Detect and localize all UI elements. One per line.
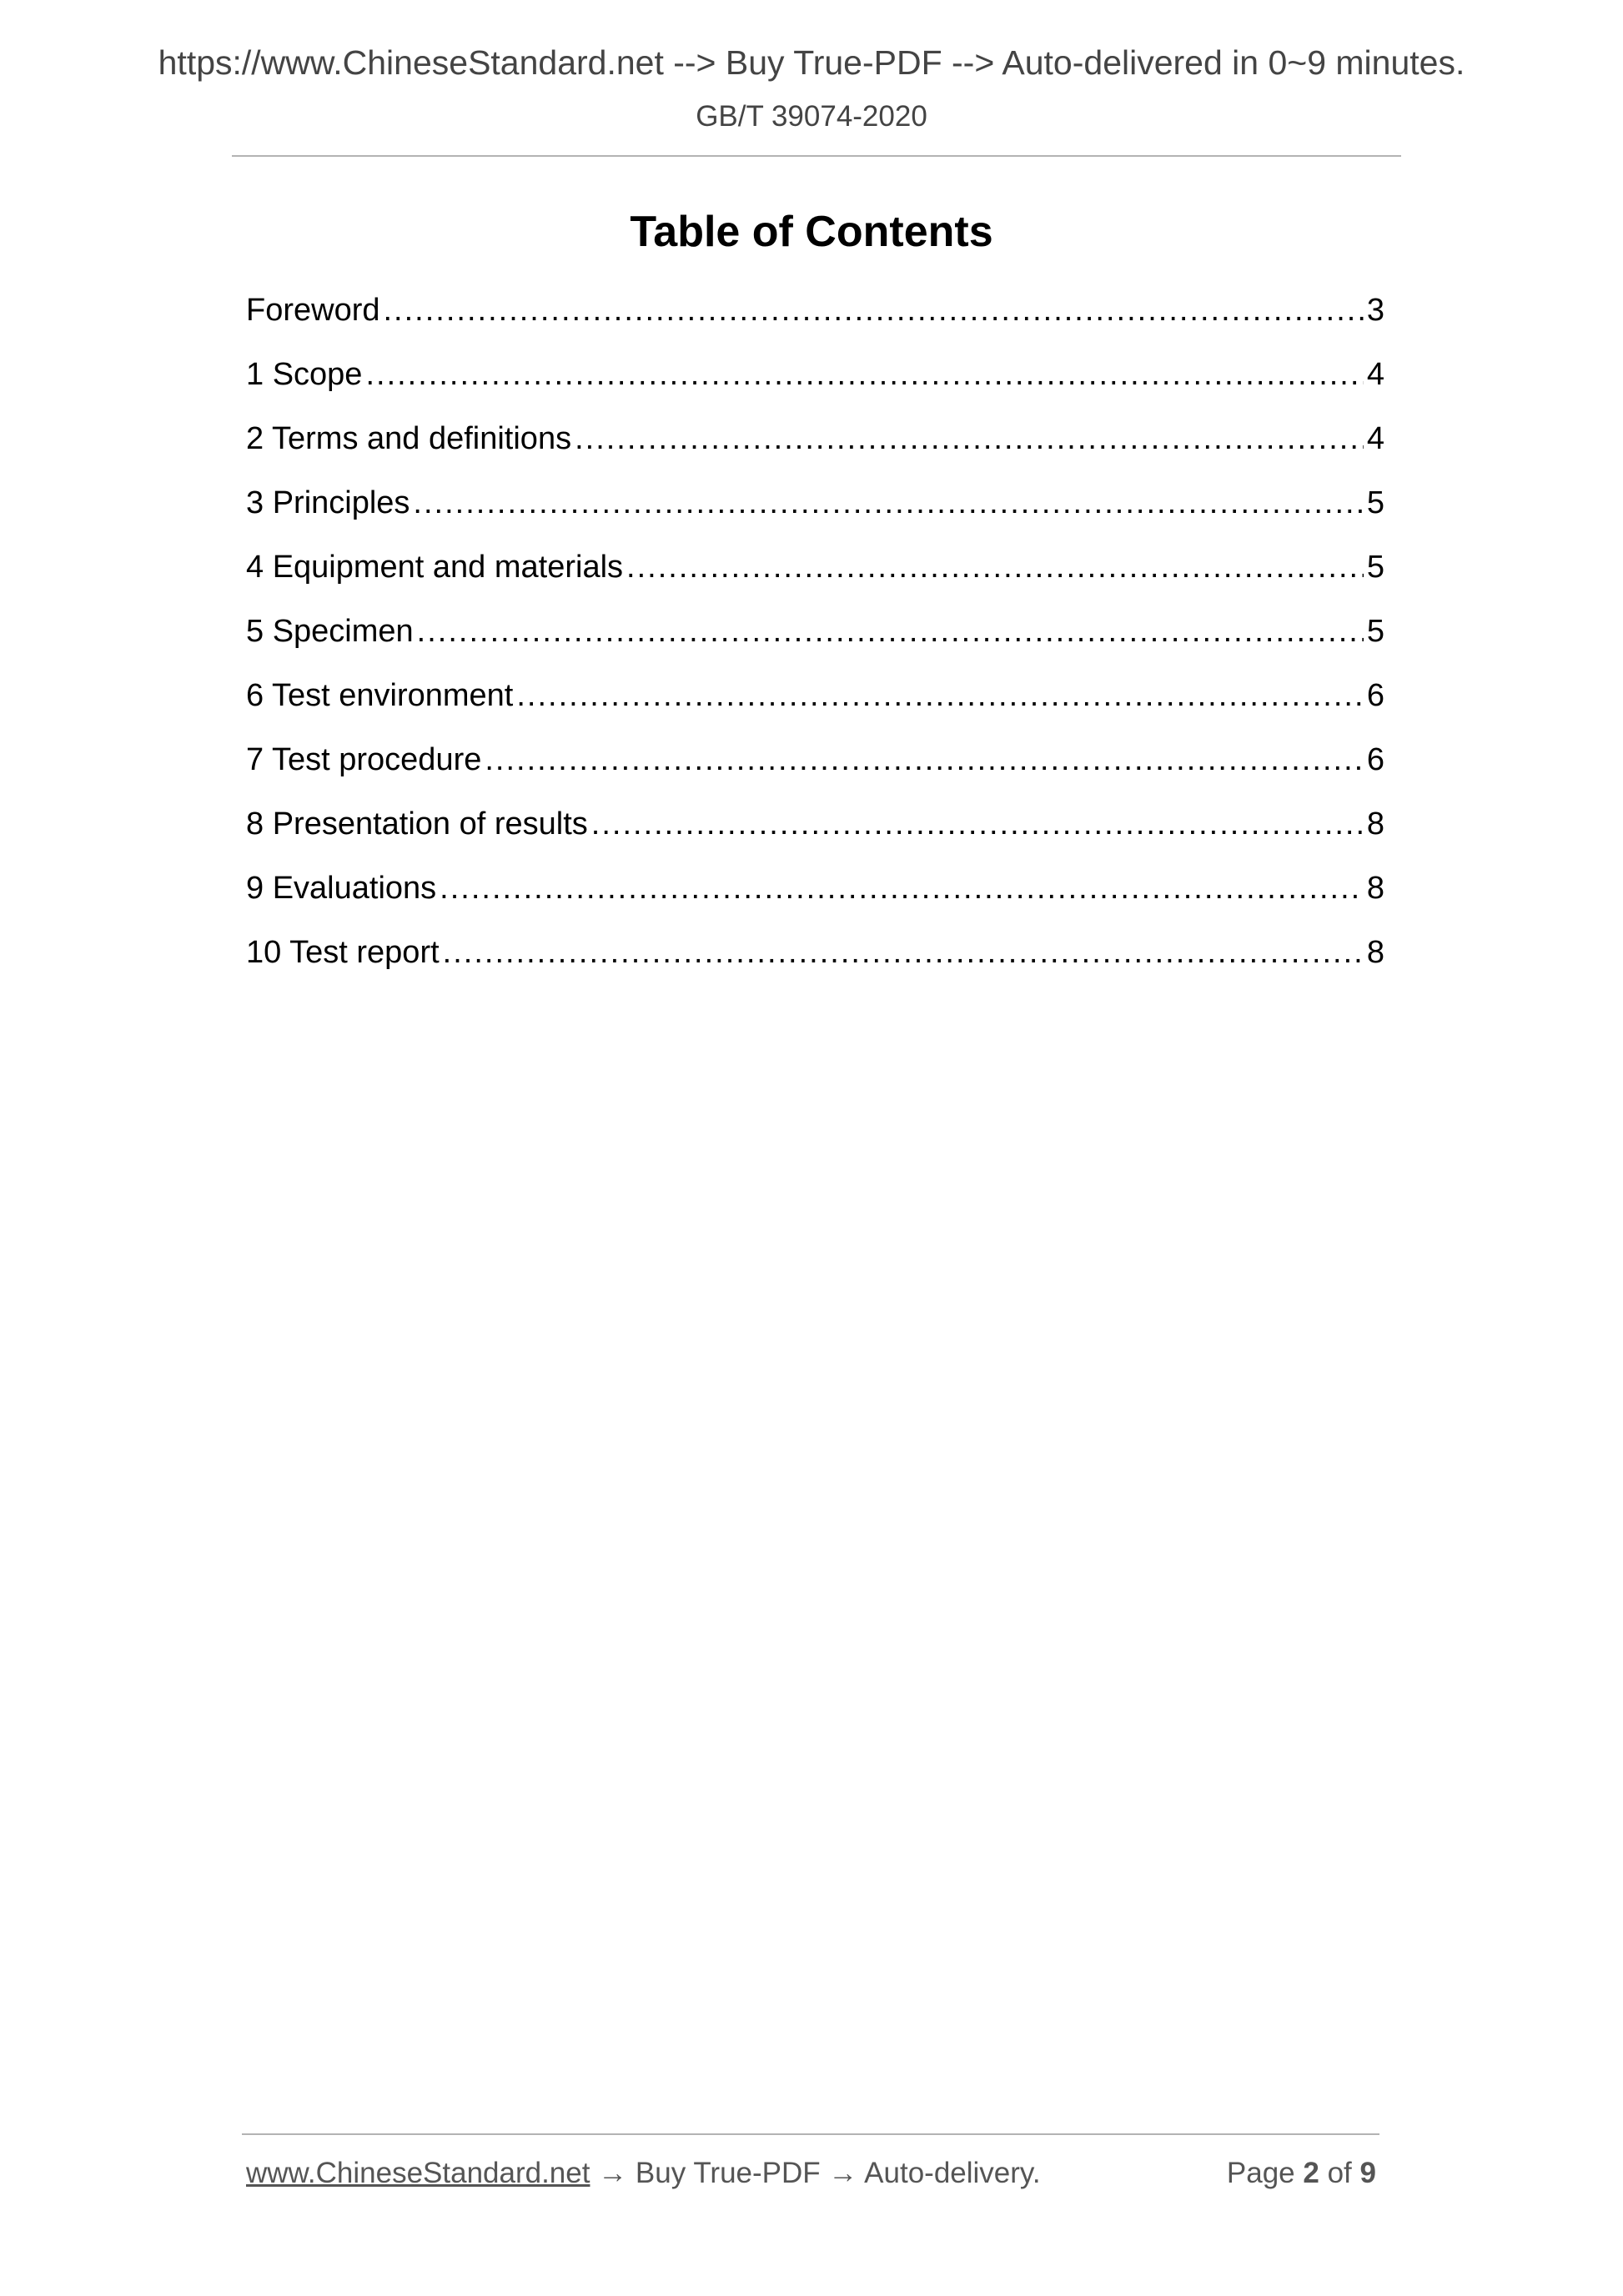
of-word: of (1327, 2157, 1352, 2189)
toc-dot-leader (440, 863, 1364, 913)
footer-divider (242, 2133, 1379, 2135)
toc-dot-leader (384, 285, 1364, 335)
current-page-number: 2 (1303, 2157, 1319, 2189)
toc-entry-evaluations[interactable] (246, 863, 1384, 927)
toc-dot-leader (575, 414, 1364, 464)
toc-dot-leader (365, 349, 1363, 399)
toc-entry-label: 5 Specimen (246, 614, 414, 649)
toc-entry-label: 4 Equipment and materials (246, 550, 624, 585)
toc-entry-scope[interactable] (246, 349, 1384, 414)
header-banner: https://www.ChineseStandard.net --> Buy True-PDF --> Auto-delivered in 0~9 minutes. (158, 43, 1465, 82)
toc-list (246, 285, 1384, 992)
toc-entry-page: 4 (1366, 421, 1384, 456)
toc-entry-page: 5 (1366, 614, 1384, 649)
toc-entry-label: 6 Test environment (246, 678, 514, 713)
toc-entry-foreword[interactable] (246, 285, 1384, 349)
toc-dot-leader (626, 542, 1364, 592)
footer-site-link[interactable]: www.ChineseStandard.net (246, 2157, 590, 2189)
toc-entry-page: 6 (1366, 742, 1384, 777)
toc-entry-label: 9 Evaluations (246, 871, 437, 906)
toc-entry-page: 6 (1366, 678, 1384, 713)
toc-entry-page: 5 (1366, 485, 1384, 520)
page-indicator (1227, 2157, 1376, 2190)
toc-entry-label: Foreword (246, 293, 380, 328)
toc-dot-leader (413, 478, 1363, 528)
toc-entry-environment[interactable] (246, 671, 1384, 735)
toc-entry-label: 10 Test report (246, 935, 440, 970)
toc-dot-leader (417, 606, 1364, 656)
total-pages-number: 9 (1359, 2157, 1376, 2189)
toc-entry-principles[interactable] (246, 478, 1384, 542)
toc-entry-label: 2 Terms and definitions (246, 421, 572, 456)
toc-entry-results[interactable] (246, 799, 1384, 863)
toc-entry-terms[interactable] (246, 414, 1384, 478)
toc-title: Table of Contents (630, 208, 993, 256)
toc-dot-leader (485, 735, 1363, 785)
toc-entry-report[interactable] (246, 927, 1384, 992)
toc-dot-leader (516, 671, 1363, 721)
toc-dot-leader (591, 799, 1364, 849)
toc-entry-label: 8 Presentation of results (246, 806, 588, 842)
page-word: Page (1226, 2157, 1295, 2189)
toc-entry-specimen[interactable] (246, 606, 1384, 671)
toc-entry-label: 7 Test procedure (246, 742, 482, 777)
toc-entry-label: 3 Principles (246, 485, 410, 520)
toc-entry-page: 8 (1366, 871, 1384, 906)
toc-entry-page: 3 (1366, 293, 1384, 328)
toc-entry-page: 5 (1366, 550, 1384, 585)
footer-tagline: → Buy True-PDF → Auto-delivery. (598, 2157, 1041, 2189)
toc-entry-page: 8 (1366, 806, 1384, 842)
header-divider (232, 155, 1401, 157)
toc-entry-page: 4 (1366, 357, 1384, 392)
toc-entry-page: 8 (1366, 935, 1384, 970)
toc-entry-label: 1 Scope (246, 357, 363, 392)
footer-left (246, 2157, 1041, 2190)
toc-dot-leader (443, 927, 1364, 977)
page-footer (246, 2157, 1376, 2190)
standard-code: GB/T 39074-2020 (696, 100, 927, 133)
toc-entry-procedure[interactable] (246, 735, 1384, 799)
toc-entry-equipment[interactable] (246, 542, 1384, 606)
